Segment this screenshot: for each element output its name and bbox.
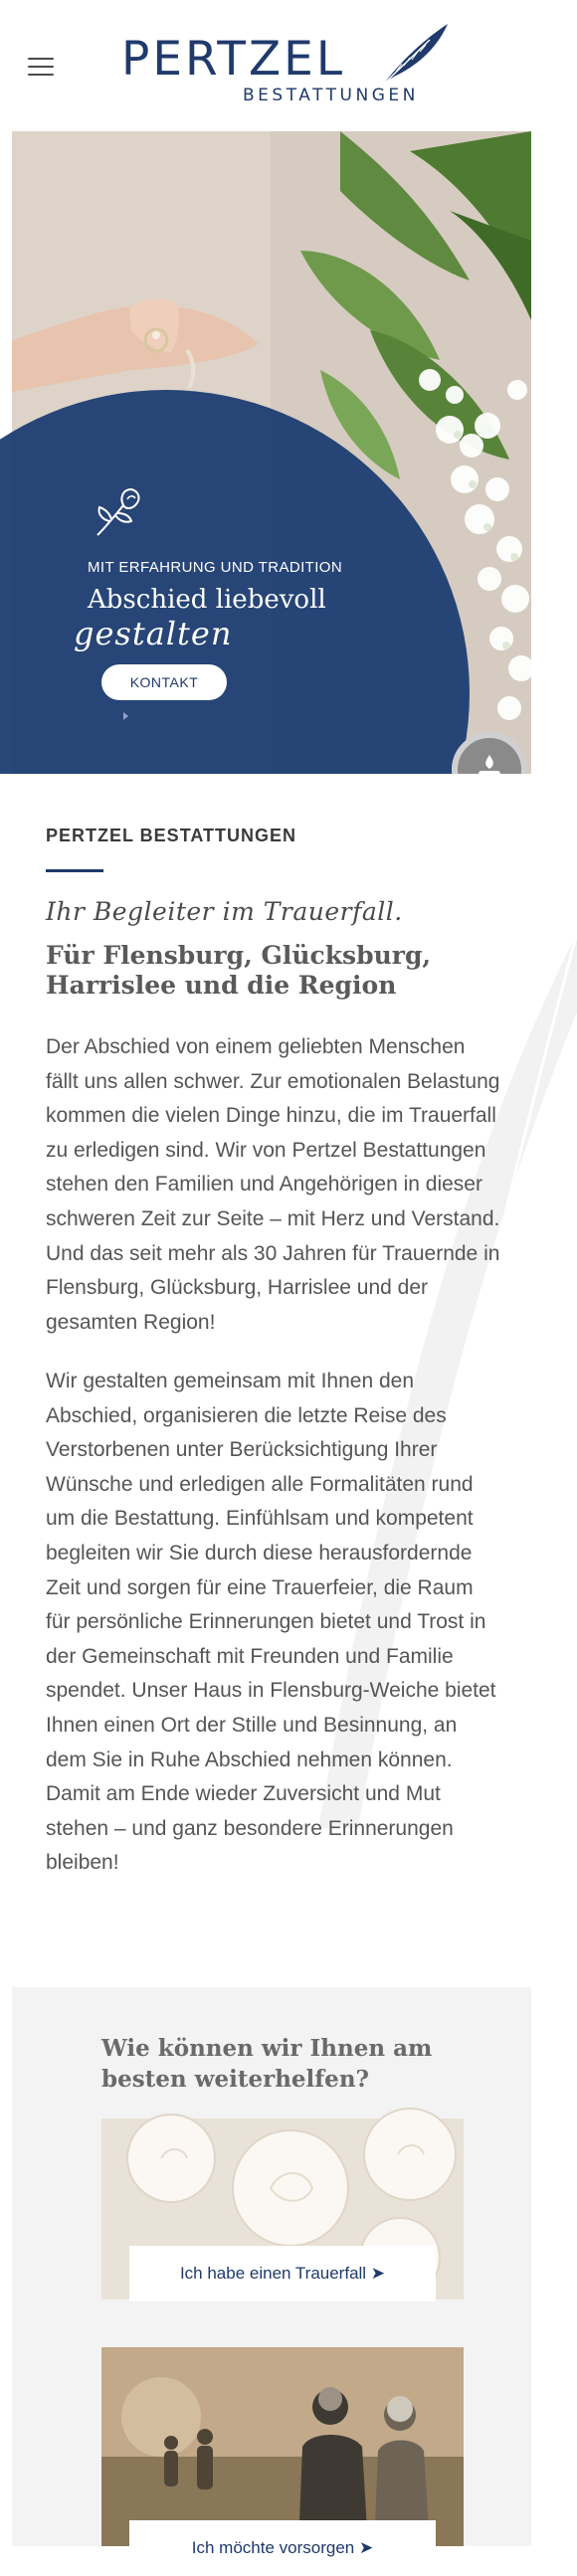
feather-icon (378, 22, 450, 88)
intro-script-line: Ihr Begleiter im Trauerfall. (46, 897, 403, 926)
hero-tagline: MIT ERFAHRUNG UND TRADITION (88, 559, 343, 576)
brand-name: PERTZEL (121, 32, 346, 87)
hero-banner (12, 131, 531, 774)
slider-caret-icon[interactable] (123, 712, 128, 720)
help-section (12, 1987, 531, 2557)
site-header (0, 0, 543, 131)
bereavement-button[interactable]: Ich habe einen Trauerfall ➤ (129, 2246, 436, 2301)
intro-heading: Für Flensburg, Glücksburg, Harrislee und die Region (46, 941, 432, 1000)
intro-paragraph-2: Wir gestalten gemeinsam mit Ihnen den Abschied, organisieren die letzte Reise des Verstorbenen unter Berücksichtigung Ihrer Wünsche und erledigen alle Formalitäten rund um die Bestattung. Einfühlsam und kompetent begleiten wir Sie durch diese herausfordernde Zeit und sorgen für eine Trauerfeier, die Raum für persönliche Erinnerungen bietet und Trost in der Gemeinschaft mit Freunden und Familie spendet. Unser Haus in Flensburg-Weiche bietet Ihnen einen Ort der Stille und Besinnung, an dem Sie in Ruhe Abschied nehmen können. Damit am Ende wieder Zuversicht und Mut stehen – und ganz besondere Erinnerungen bleiben! (46, 1370, 496, 1875)
rose-icon (90, 485, 145, 541)
section-label: PERTZEL BESTATTUNGEN (46, 826, 297, 845)
bereavement-card[interactable] (101, 2118, 464, 2300)
contact-button[interactable]: KONTAKT (101, 664, 227, 700)
hero-title: Abschied liebevoll (88, 585, 326, 615)
provision-button[interactable]: Ich möchte vorsorgen ➤ (129, 2520, 436, 2576)
section-divider (46, 869, 103, 872)
family-walk-image (101, 2347, 464, 2546)
hero-title-script: gestalten (74, 615, 233, 652)
provision-card[interactable] (101, 2347, 464, 2557)
brand-logo[interactable] (121, 22, 450, 117)
intro-paragraph-1: Der Abschied von einem geliebten Menschen fällt uns allen schwer. Zur emotionalen Belastung kommen die vielen Dinge hinzu, die im Trauerfall zu erledigen sind. Wir von Pertzel Bestattungen stehen den Familien und Angehörigen in dieser schweren Zeit zur Seite – mit Herz und Verstand. Und das seit mehr als 30 Jahren für Trauernde in Flensburg, Glücksburg, Harrislee und der gesamten Region! (46, 1035, 500, 1334)
intro-section (0, 774, 543, 1987)
brand-subtitle: BESTATTUNGEN (243, 86, 419, 105)
hamburger-menu-icon[interactable] (28, 58, 54, 78)
help-heading: Wie können wir Ihnen am besten weiterhelfen? (101, 2035, 433, 2093)
